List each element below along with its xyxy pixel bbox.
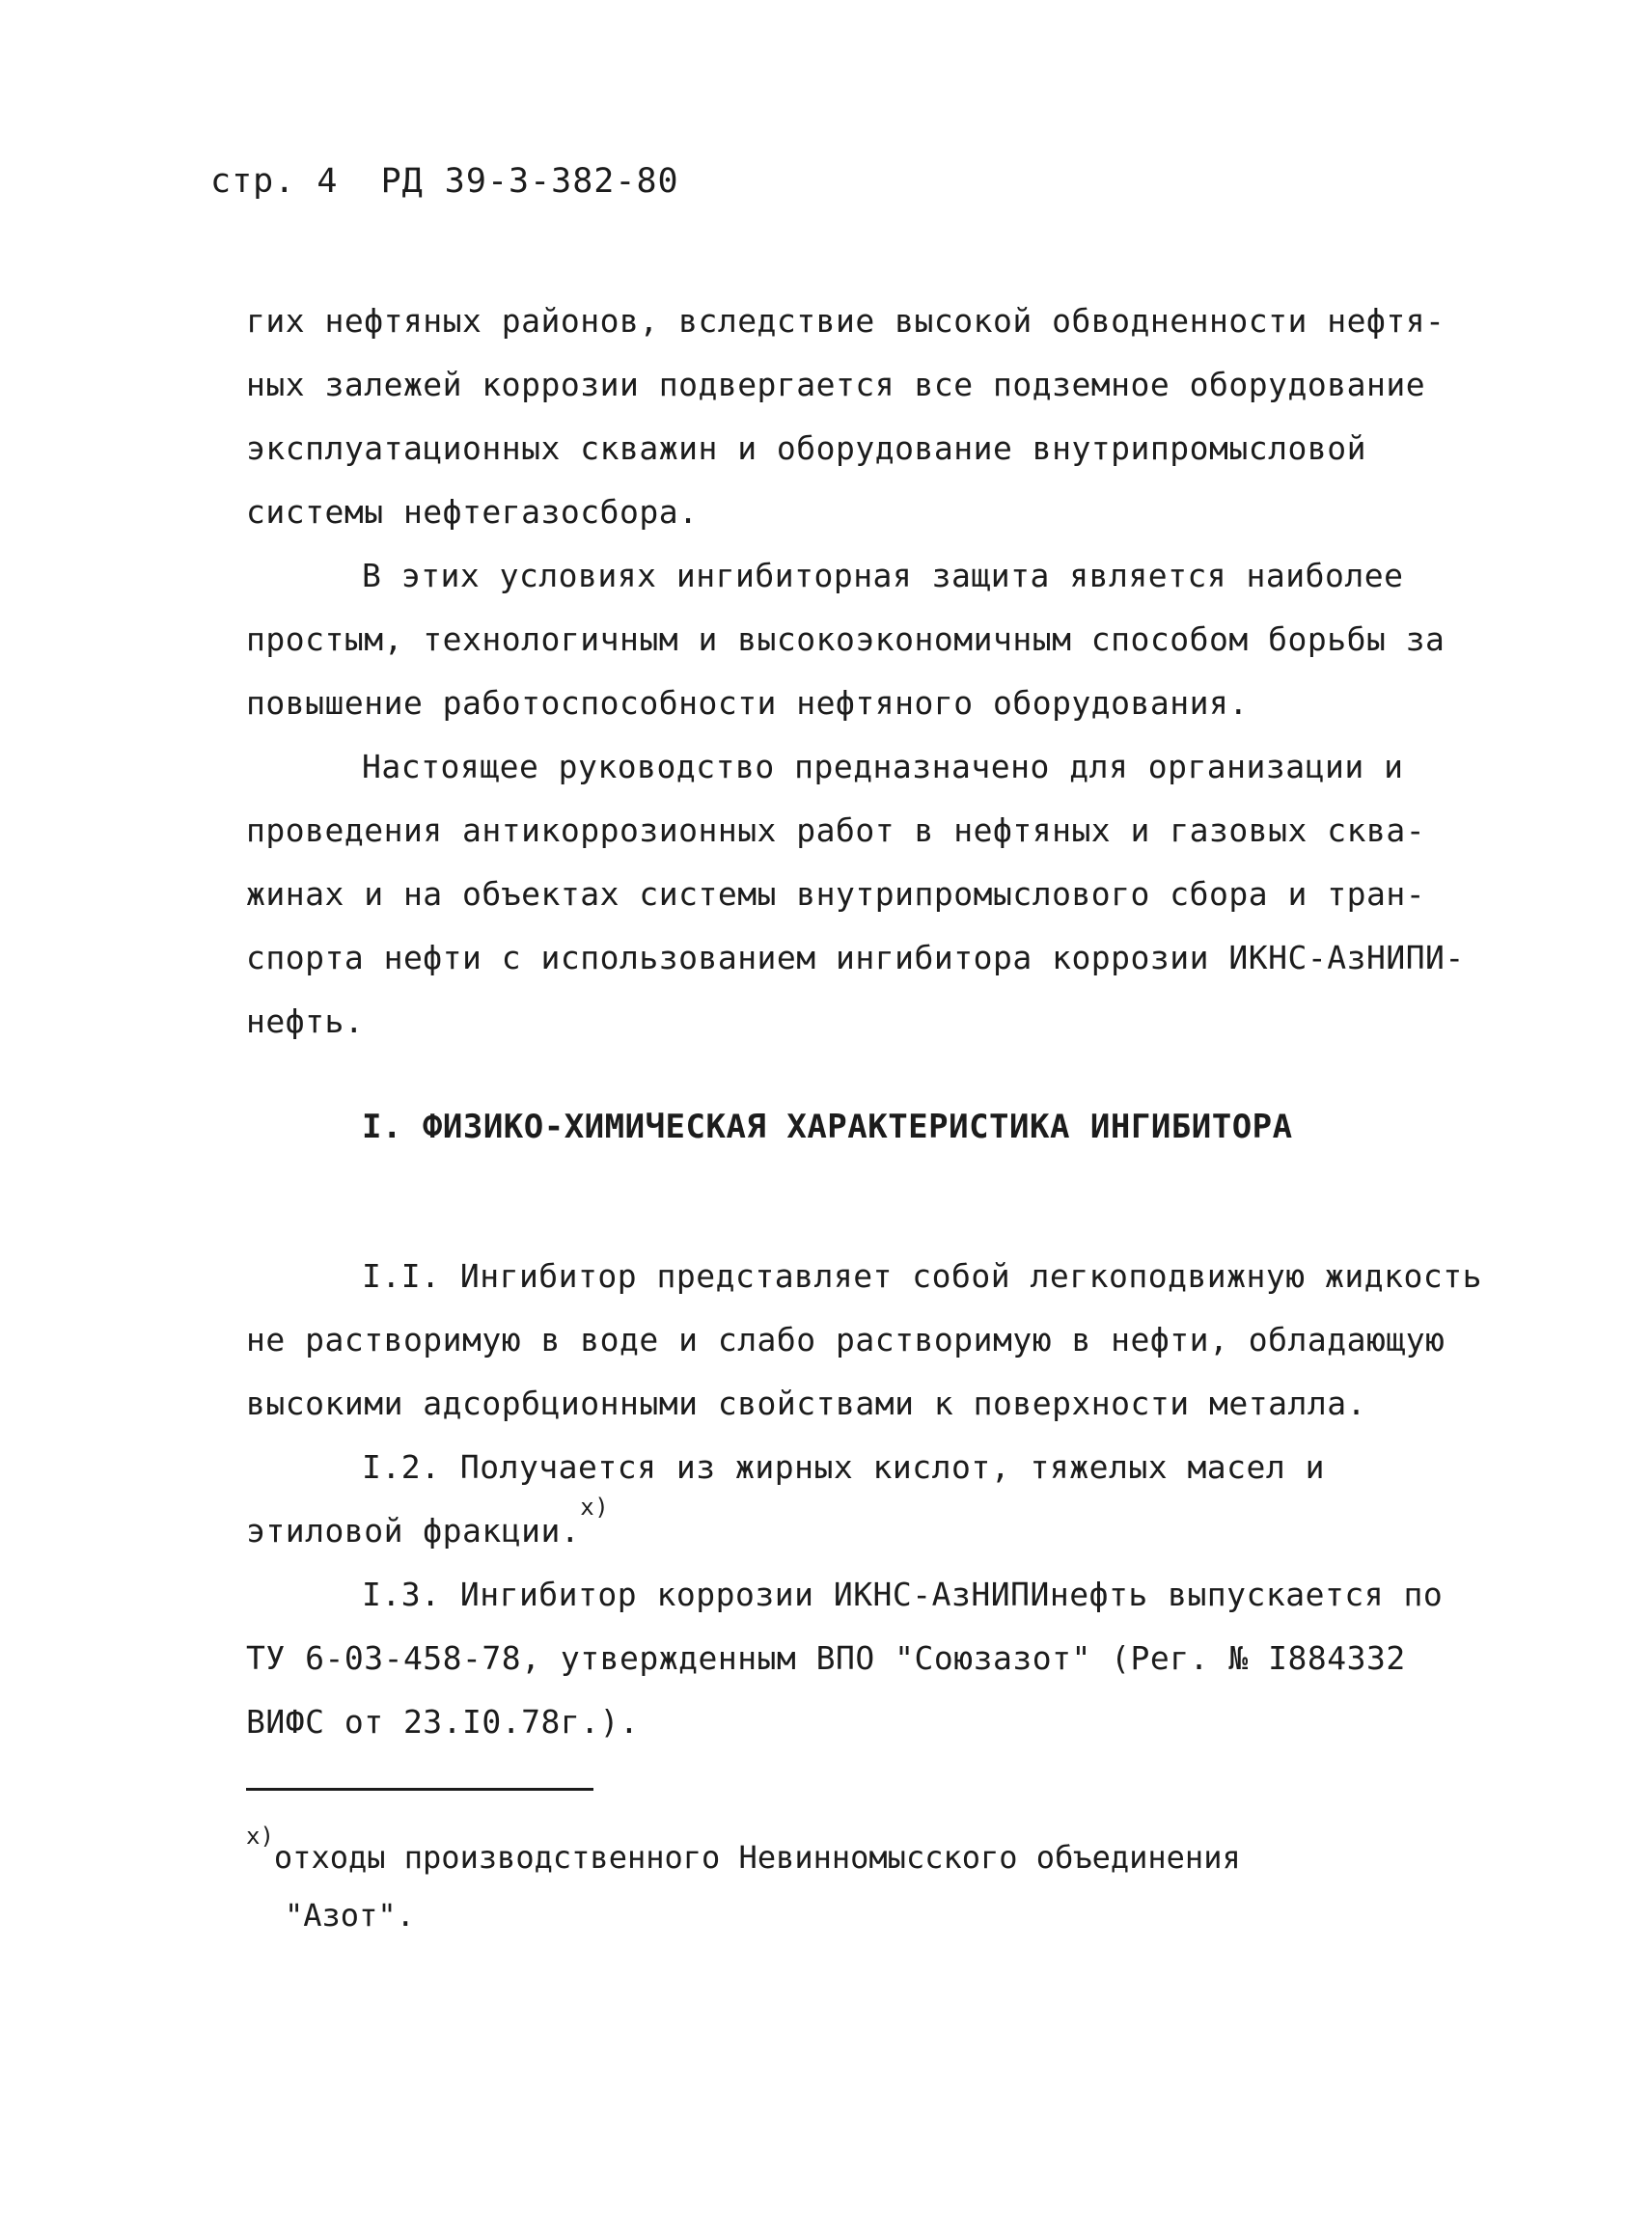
- footnote-text: "Азот".: [285, 1897, 415, 1934]
- footnote-line: [246, 1823, 1462, 1886]
- footnote-divider: [246, 1788, 593, 1791]
- intro-paragraph: [246, 289, 1462, 544]
- text-line: ВИФС от 23.I0.78г.).: [246, 1703, 640, 1741]
- text-line: проведения антикоррозионных работ в нефтяных и газовых сква-: [246, 811, 1426, 849]
- text-line-with-footnote: [246, 1494, 1462, 1563]
- text-line: жинах и на объектах системы внутрипромыслового сбора и тран-: [246, 875, 1426, 913]
- footnote-text: отходы производственного Невинномысского объединения: [273, 1839, 1241, 1876]
- text-line: I.I. Ингибитор представляет собой легкоподвижную жидкость: [362, 1257, 1482, 1295]
- text-line: повышение работоспособности нефтяного оборудования.: [246, 684, 1249, 722]
- paragraph-purpose: [246, 735, 1465, 1054]
- paragraph-ingibitor-protection: [246, 544, 1462, 735]
- item-1-1: [246, 1245, 1482, 1436]
- footnote-reference: x): [580, 1494, 610, 1521]
- item-1-2: [246, 1436, 1462, 1563]
- text-line: высокими адсорбционными свойствами к поверхности металла.: [246, 1385, 1366, 1422]
- text-line: спорта нефти с использованием ингибитора коррозии ИКНС-АзНИПИ-: [246, 939, 1465, 976]
- text-line: гих нефтяных районов, вследствие высокой обводненности нефтя-: [246, 302, 1446, 340]
- page-header: [210, 162, 679, 201]
- text-line: I.3. Ингибитор коррозии ИКНС-АзНИПИнефть выпускается по: [362, 1576, 1444, 1613]
- item-1-3: [246, 1563, 1462, 1754]
- text-line: не растворимую в воде и слабо растворимую в нефти, обладающую: [246, 1321, 1446, 1358]
- text-line: В этих условиях ингибиторная защита является наиболее: [362, 557, 1404, 594]
- footnote-marker: x): [246, 1823, 274, 1850]
- document-code: РД 39-3-382-80: [380, 162, 679, 201]
- text-line: эксплуатационных скважин и оборудование внутрипромысловой: [246, 429, 1366, 467]
- text-line: ных залежей коррозии подвергается все подземное оборудование: [246, 366, 1426, 403]
- footnote: [246, 1823, 1462, 1944]
- text-line: Настоящее руководство предназначено для организации и: [362, 748, 1404, 785]
- text-line: системы нефтегазосбора.: [246, 493, 699, 531]
- text-line: I.2. Получается из жирных кислот, тяжелых масел и: [362, 1448, 1326, 1486]
- text-line: ТУ 6-03-458-78, утвержденным ВПО "Союзазот" (Рег. № I884332: [246, 1639, 1406, 1677]
- text-line: этиловой фракции.: [246, 1512, 581, 1550]
- section-heading: I. ФИЗИКО-ХИМИЧЕСКАЯ ХАРАКТЕРИСТИКА ИНГИБИТОРА: [362, 1108, 1293, 1146]
- page-number-label: стр. 4: [210, 162, 339, 201]
- text-line: нефть.: [246, 1002, 365, 1040]
- text-line: простым, технологичным и высокоэкономичным способом борьбы за: [246, 620, 1446, 658]
